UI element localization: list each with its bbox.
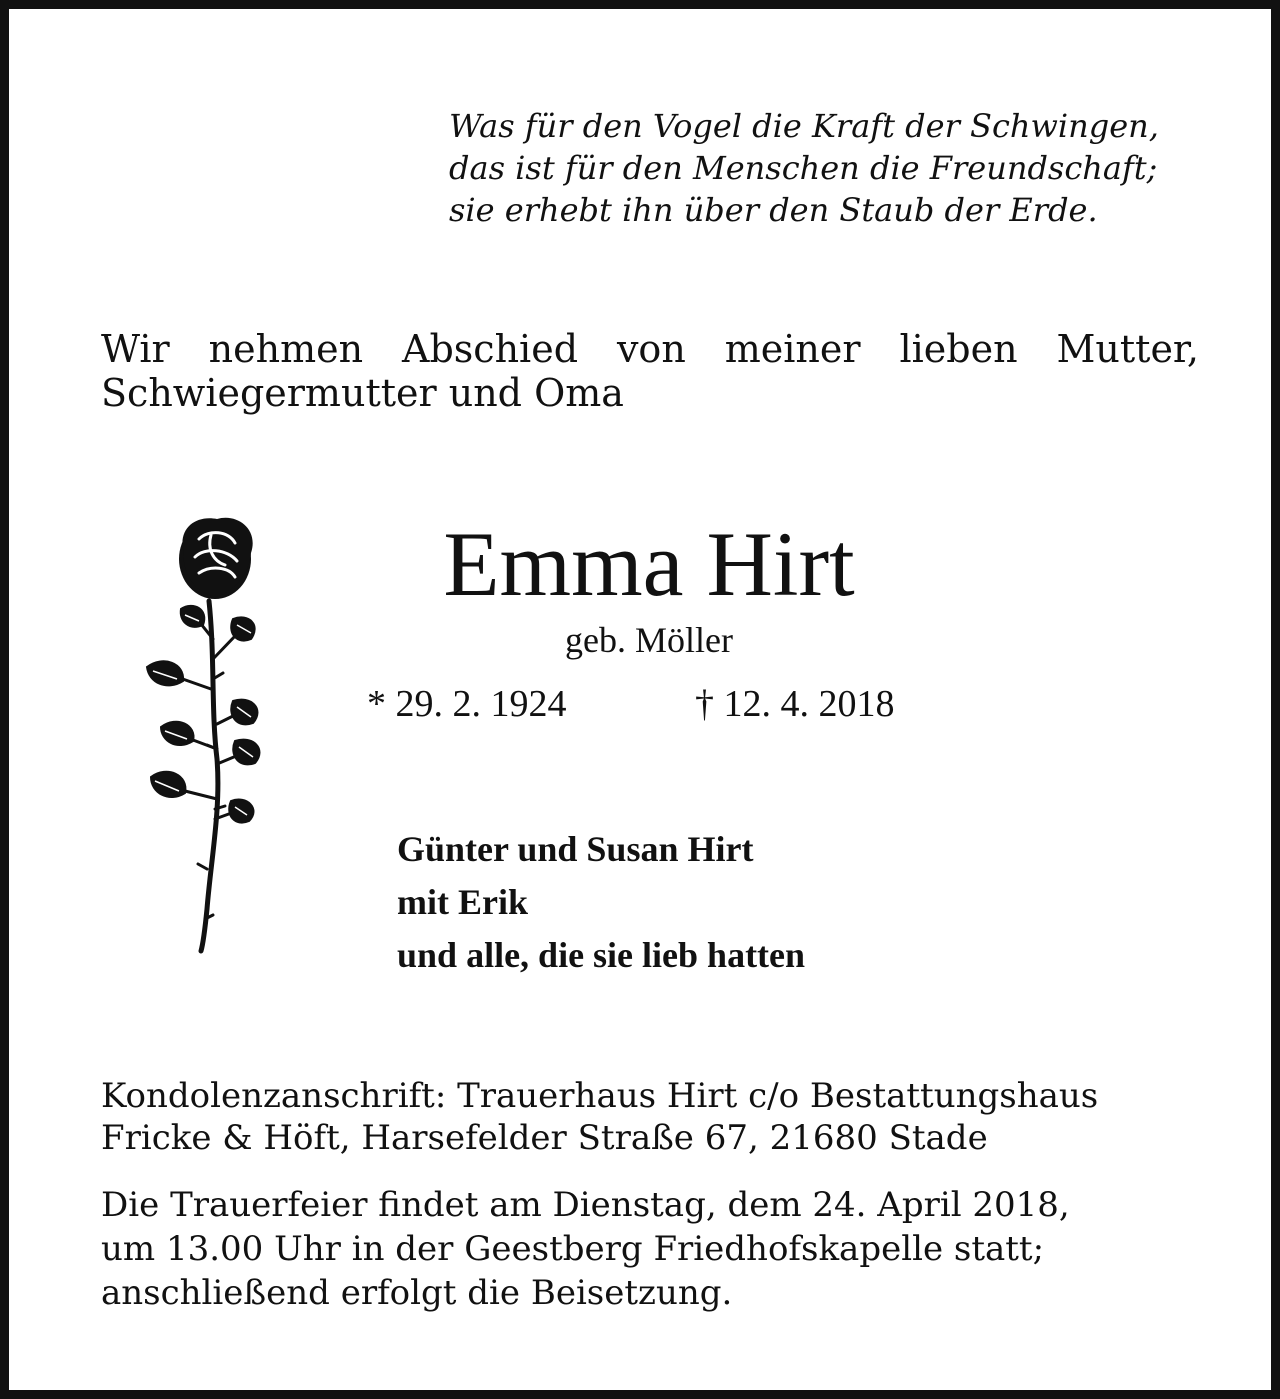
intro-line-2: Schwiegermutter und Oma bbox=[101, 371, 624, 415]
intro-word: Abschied bbox=[402, 327, 579, 371]
rose-icon bbox=[137, 509, 273, 957]
birth-date: * 29. 2. 1924 bbox=[367, 683, 567, 725]
intro-word: nehmen bbox=[208, 327, 364, 371]
mourner-line: und alle, die sie lieb hatten bbox=[397, 935, 806, 975]
ceremony-line: anschließend erfolgt die Beisetzung. bbox=[101, 1273, 733, 1313]
condolence-address bbox=[101, 1075, 1211, 1159]
ceremony-line: um 13.00 Uhr in der Geestberg Friedhofskapelle statt; bbox=[101, 1229, 1045, 1269]
condolence-line: Kondolenzanschrift: Trauerhaus Hirt c/o Bestattungshaus bbox=[101, 1076, 1099, 1116]
maiden-name: geb. Möller bbox=[565, 620, 733, 660]
intro-line-1 bbox=[101, 327, 1199, 371]
condolence-line: Fricke & Höft, Harsefelder Straße 67, 21680 Stade bbox=[101, 1118, 988, 1158]
quote-block bbox=[449, 105, 1209, 231]
quote-line: Was für den Vogel die Kraft der Schwingen, bbox=[449, 107, 1159, 145]
intro-text bbox=[101, 327, 1199, 415]
mourner-line: Günter und Susan Hirt bbox=[397, 829, 754, 869]
deceased-name: Emma Hirt bbox=[443, 513, 855, 615]
mourners-list bbox=[397, 823, 997, 982]
intro-word: Mutter, bbox=[1056, 327, 1199, 371]
quote-line: das ist für den Menschen die Freundschaft; bbox=[449, 149, 1158, 187]
intro-word: Wir bbox=[101, 327, 170, 371]
ceremony-line: Die Trauerfeier findet am Dienstag, dem 24. April 2018, bbox=[101, 1185, 1070, 1225]
ceremony-info bbox=[101, 1183, 1211, 1315]
death-date: † 12. 4. 2018 bbox=[695, 683, 895, 725]
quote-line: sie erhebt ihn über den Staub der Erde. bbox=[449, 191, 1098, 229]
mourner-line: mit Erik bbox=[397, 882, 528, 922]
intro-word: meiner bbox=[724, 327, 861, 371]
intro-word: lieben bbox=[899, 327, 1018, 371]
intro-word: von bbox=[616, 327, 686, 371]
